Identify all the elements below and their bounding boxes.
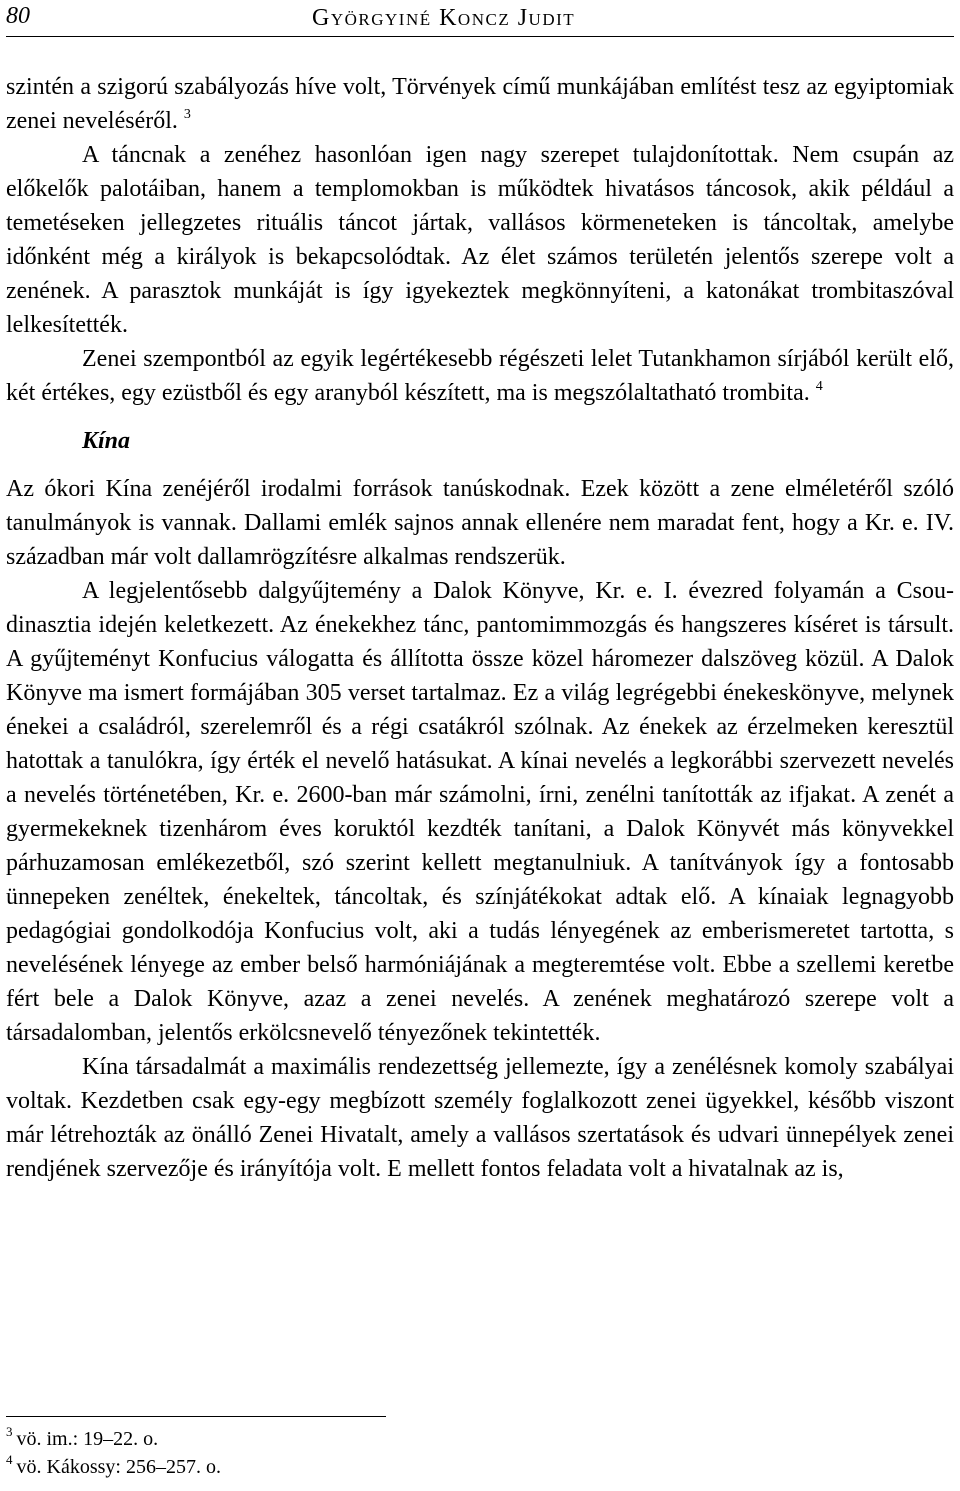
paragraph-3: [6, 342, 954, 410]
paragraph-4: Az ókori Kína zenéjéről irodalmi források tanúskodnak. Ezek között a zene elméletéről szóló tanulmányok is vannak. Dallami emlék sajnos annak ellenére nem maradat fent, hogy a Kr. e. IV. században már volt dallamrögzítésre alkalmas rendszerük.: [6, 476, 954, 570]
running-title: Györgyiné Koncz Judit: [312, 5, 576, 31]
paragraph-2: A táncnak a zenéhez hasonlóan igen nagy szerepet tulajdonítottak. Nem csupán az előkelők palotáiban, hanem a templomokban is működtek hivatásos táncosok, akik például a temetéseken jellegzetes rituális táncot jártak, vallásos körmeneteken is táncoltak, amelybe időnként még a királyok is bekapcsolódtak. Az élet számos területén jelentős szerepe volt a zenének. A parasztok munkáját is így igyekeztek megkönnyíteni, a katonákat trombitaszóval lelkesítették.: [6, 142, 954, 338]
footnote-mark: 4: [6, 1452, 13, 1467]
paragraph-1: [6, 70, 954, 138]
paragraph-3-text: Zenei szempontból az egyik legértékesebb régészeti lelet Tutankhamon sírjából került elő, két értékes, egy ezüstből és egy aranyból készített, ma is megszólaltatható trombita.: [6, 346, 954, 406]
footnote-3: [6, 1425, 954, 1453]
body-text: [6, 70, 954, 1186]
paragraph-5: A legjelentősebb dalgyűjtemény a Dalok Könyve, Kr. e. I. évezred folyamán a Csou-dinasztia idején keletkezett. Az énekekhez tánc, pantomimmozgás és hangszeres kíséret is társult. A gyűjteményt Konfucius válogatta és állította össze közel háromezer dalszöveg közül. A Dalok Könyve ma ismert formájában 305 verset tartalmaz. Ez a világ legrégebbi énekeskönyve, melynek énekei a családról, szerelemről és a régi csatákról szólnak. Az énekek az érzelmeken keresztül hatottak a tanulókra, így érték el nevelő hatásukat. A kínai nevelés a legkorábbi szervezett nevelés a nevelés történetében, Kr. e. 2600-ban már számolni, írni, zenélni tanították az ifjakat. A zenét a gyermekeknek tizenhárom éves koruktól kezdték tanítani, a Dalok Könyvét más könyvekkel párhuzamosan emlékezetből, szó szerint kellett megtanulniuk. A tanítványok így a fontosabb ünnepeken zenéltek, énekeltek, táncoltak, és színjátékokat adtak elő. A kínaiak legnagyobb pedagógiai gondolkodója Konfucius volt, aki a tudás lényegének az emberismeretet tartotta, s nevelésének lényege az ember belső harmóniájának a megteremtése volt. Ebbe a szellemi keretbe fért bele a Dalok Könyve, azaz a zenei nevelés. A zenének meghatározó szerepe volt a társadalomban, jelentős erkölcsnevelő tényezőnek tekintették.: [6, 578, 954, 1046]
paragraph-6: Kína társadalmát a maximális rendezettség jellemezte, így a zenélésnek komoly szabályai voltak. Kezdetben csak egy-egy megbízott személy foglalkozott zenei ügyekkel, később viszont már létrehozták az önálló Zenei Hivatalt, amely a vallásos szertatások és udvari ünnepélyek zenei rendjének szervezője és irányítója volt. E mellett fontos feladata volt a hivatalnak az is,: [6, 1054, 954, 1182]
footnote-rule: [6, 1416, 386, 1417]
footnote-mark: 3: [6, 1424, 13, 1439]
footnote-text: vö. Kákossy: 256–257. o.: [16, 1456, 221, 1478]
running-header: [6, 2, 954, 37]
document-page: [6, 0, 954, 1478]
footnotes: [6, 1416, 954, 1481]
footnote-ref-3[interactable]: 3: [183, 107, 191, 122]
page-number: 80: [6, 3, 30, 29]
footnote-text: vö. im.: 19–22. o.: [16, 1428, 159, 1450]
section-heading: Kína: [82, 428, 131, 454]
footnote-4: [6, 1453, 954, 1481]
paragraph-1-text: szintén a szigorú szabályozás híve volt, Törvények című munkájában említést tesz az egyiptomiak zenei neveléséről.: [6, 74, 954, 134]
footnote-ref-4[interactable]: 4: [815, 379, 823, 394]
